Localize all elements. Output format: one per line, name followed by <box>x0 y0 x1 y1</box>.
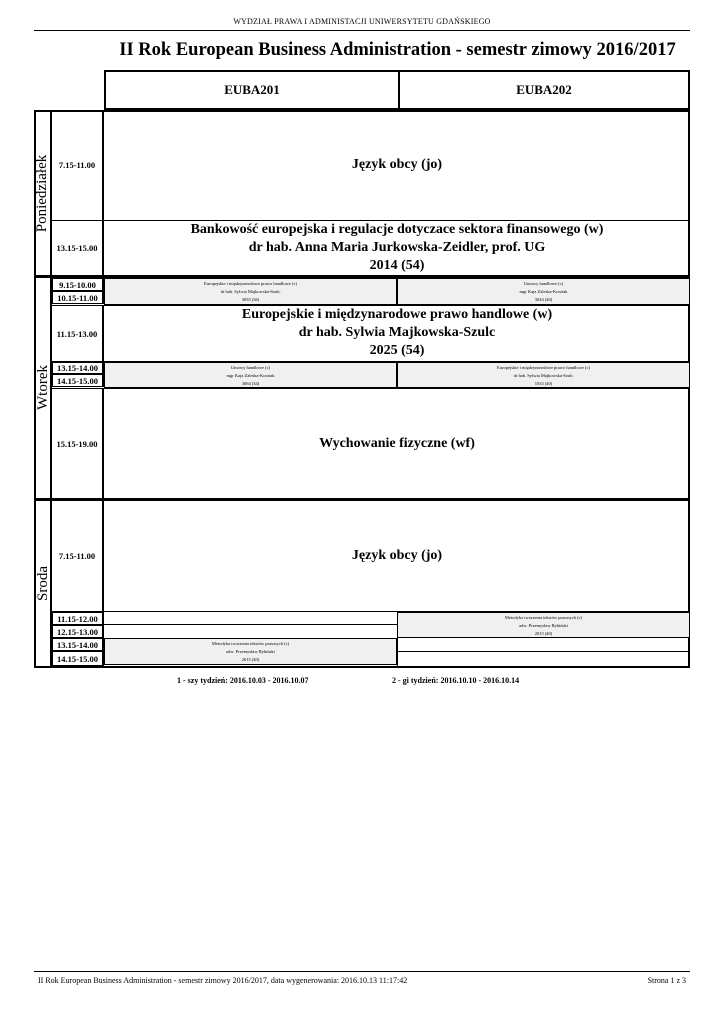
group-euba202: EUBA202 <box>516 82 572 97</box>
time-slot: 11.15-12.00 <box>52 612 104 625</box>
session-wed-language: Język obcy (jo) <box>351 548 443 563</box>
footer-rule <box>34 971 690 972</box>
session-mon-language: Język obcy (jo) <box>351 157 443 172</box>
session-mon-banking <box>104 220 690 276</box>
row-separator <box>397 651 690 652</box>
session-tue-b2: Europejskie i międzynarodowe prawo handlowe (c) dr hab. Sylwia Majkowska-Szulc 1033 (40) <box>397 362 690 388</box>
group-header-row <box>104 70 690 110</box>
group-euba201: EUBA201 <box>224 82 280 97</box>
time-slot: 11.15-13.00 <box>52 306 104 361</box>
time-slot: 10.15-11.00 <box>52 291 104 304</box>
legend-week1: 1 - szy tydzień: 2016.10.03 - 2016.10.07 <box>177 676 309 685</box>
row-separator <box>104 624 397 625</box>
page-number: Strona 1 z 3 <box>647 976 686 985</box>
session-wed-c1: Metodyka tworzenia tekstów prawnych (c) adw. Przemysław Rybiński 2015 (40) <box>104 638 397 665</box>
session-tue-a1: Europejskie i międzynarodowe prawo handlowe (c) dr hab. Sylwia Majkowska-Szulc 3035 (36) <box>104 278 397 305</box>
time-slot: 12.15-13.00 <box>52 625 104 638</box>
institution-header: WYDZIAŁ PRAWA I ADMINISTACJI UNIWERSYTETU GDAŃSKIEGO <box>233 17 491 26</box>
time-slot: 7.15-11.00 <box>52 501 104 611</box>
session-tue-trade-law-lecture <box>104 305 690 361</box>
legend-week2: 2 - gi tydzień: 2016.10.10 - 2016.10.14 <box>392 676 520 685</box>
time-slot: 13.15-14.00 <box>52 362 104 374</box>
session-title: Bankowość europejska i regulacje dotyczace sektora finansowego (w) <box>190 222 604 237</box>
session-room: 2025 (54) <box>369 343 425 358</box>
day-tuesday: Wtorek <box>34 365 51 410</box>
session-tue-a2: Umowy handlowe (c) mgr Kaja Zaleska-Korziak 3044 (40) <box>397 278 690 305</box>
session-lecturer: dr hab. Sylwia Majkowska-Szulc <box>298 325 496 340</box>
time-slot: 13.15-15.00 <box>52 221 104 275</box>
time-slot: 9.15-10.00 <box>52 278 104 291</box>
day-monday: Poniedziałek <box>34 154 51 232</box>
time-slot: 14.15-15.00 <box>52 651 104 666</box>
session-title: Europejskie i międzynarodowe prawo handlowe (w) <box>241 307 553 322</box>
session-tue-b1: Umowy handlowe (c) mgr Kaja Zaleska-Korziak 3064 (34) <box>104 362 397 388</box>
session-wed-c2: Metodyka tworzenia tekstów prawnych (c) adw. Przemysław Rybiński 2015 (40) <box>397 612 690 638</box>
time-slot: 7.15-11.00 <box>52 110 104 220</box>
page-title: II Rok European Business Administration - semestr zimowy 2016/2017 <box>119 40 676 60</box>
session-room: 2014 (54) <box>369 258 425 273</box>
time-slot: 15.15-19.00 <box>52 389 104 498</box>
session-lecturer: dr hab. Anna Maria Jurkowska-Zeidler, prof. UG <box>248 240 546 255</box>
header-rule <box>34 30 690 31</box>
session-tue-pe: Wychowanie fizyczne (wf) <box>319 435 475 451</box>
footer-generated: II Rok European Business Administration - semestr zimowy 2016/2017, data wygenerowania: 2016.10.13 11:17:42 <box>38 976 408 985</box>
day-wednesday: Środa <box>34 566 51 601</box>
time-slot: 13.15-14.00 <box>52 638 104 651</box>
time-slot: 14.15-15.00 <box>52 374 104 387</box>
